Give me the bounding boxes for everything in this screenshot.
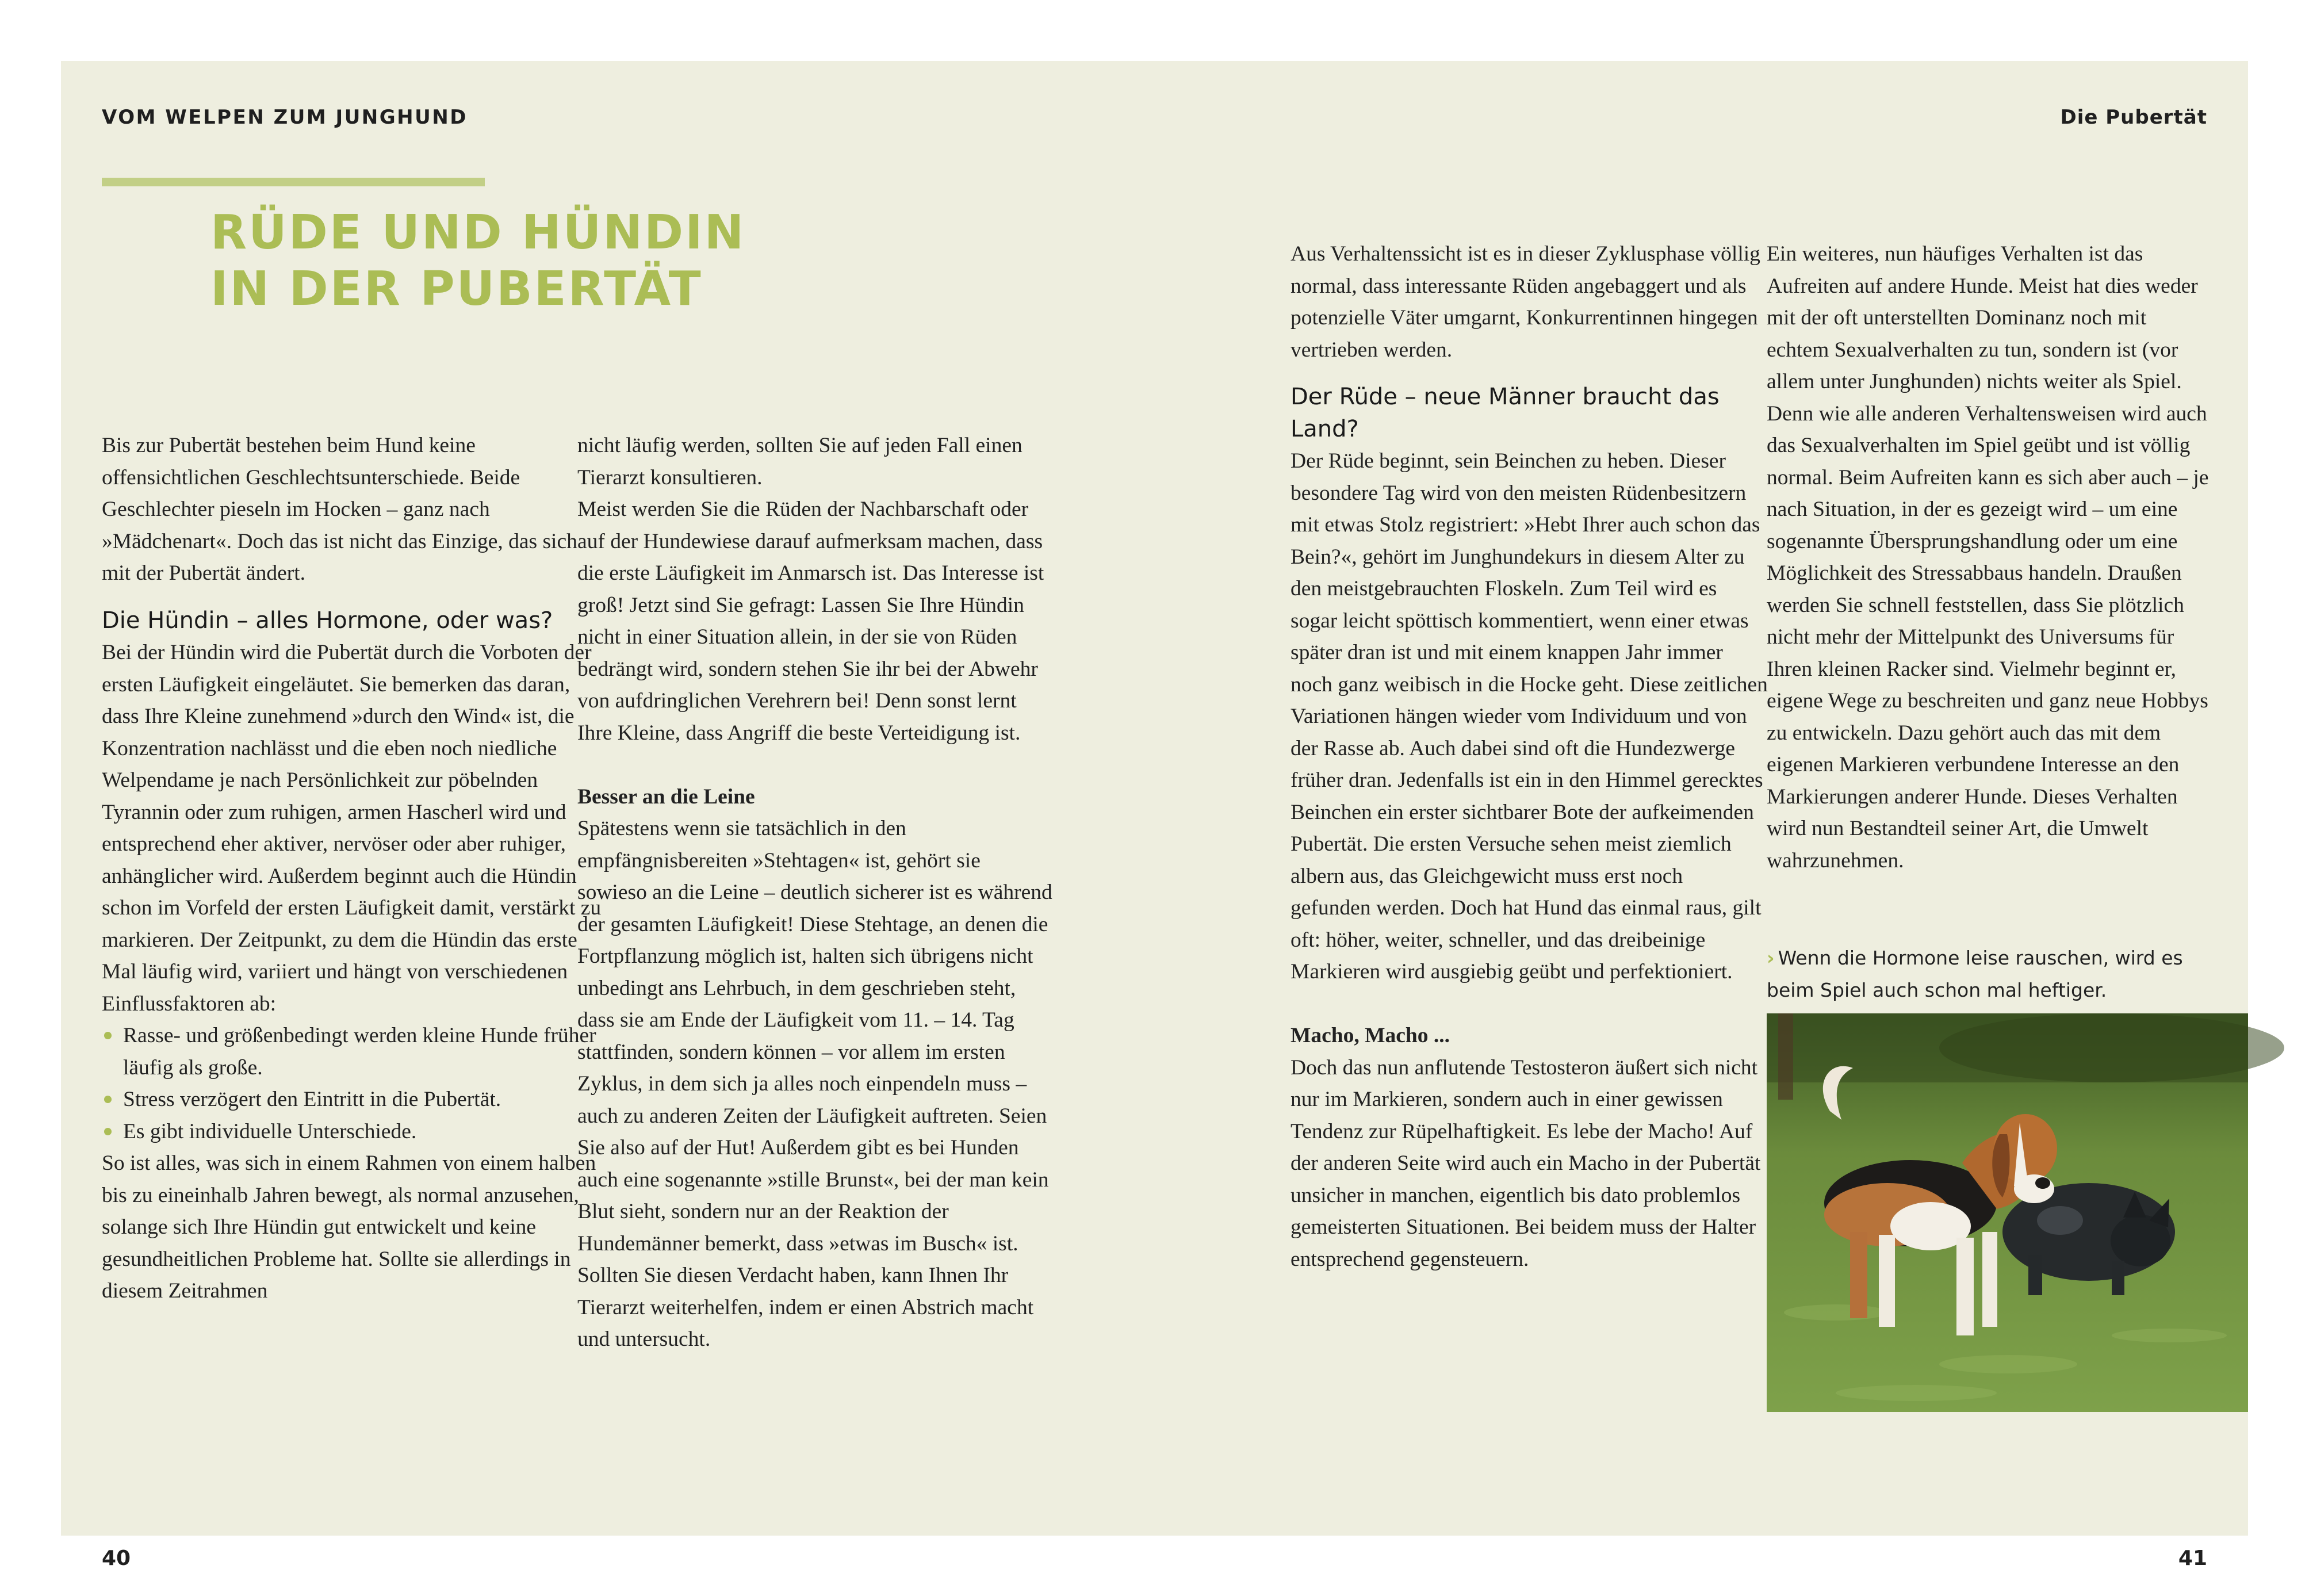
- zyklusphase-paragraph: Aus Verhaltenssicht ist es in dieser Zyklusphase völlig normal, dass interessante Rüden angebaggert und als potenzielle Väter umgarnt, Konkurrentinnen hingegen vertrieben werden.: [1291, 242, 1760, 362]
- tierarzt-paragraph: nicht läufig werden, sollten Sie auf jeden Fall einen Tierarzt konsultieren.: [577, 434, 1023, 489]
- huendin-paragraph: Bei der Hündin wird die Pubertät durch die Vorboten der ersten Läufigkeit eingeläutet. Sie bemerken das daran, dass Ihre Kleine zunehmend »durch den Wind« ist, die Konzentration nachlässt und die eben noch niedliche Welpendame je nach Persönlichkeit zur pöbelnden Tyrannin oder zum ruhigen, armen Hascherl wird und entsprechend eher aktiver, nervöser oder aber ruhiger, anhänglicher wird. Außerdem beginnt auch die Hündin schon im Vorfeld der ersten Läufigkeit damit, verstärkt zu markieren. Der Zeitpunkt, zu dem die Hündin das erste Mal läufig wird, variiert und hängt von verschiedenen Einflussfaktoren ab:: [102, 641, 602, 1016]
- intro-paragraph: Bis zur Pubertät bestehen beim Hund keine offensichtlichen Geschlechtsunterschiede. Beide Geschlechter pieseln im Hocken – ganz nach »Mädchenart«. Doch das ist nicht das Einzige, das sich mit der Pubertät ändert.: [102, 434, 577, 585]
- subheading-macho: Macho, Macho ...: [1291, 1024, 1450, 1047]
- photo-caption-text: Wenn die Hormone leise rauschen, wird es beim Spiel auch schon mal heftiger.: [1767, 947, 2183, 1001]
- ruede-paragraph: Der Rüde beginnt, sein Beinchen zu heben. Dieser besondere Tag wird von den meisten Rüdenbesitzern mit etwas Stolz registriert: »Hebt Ihrer auch schon das Bein?«, gehört im Junghundekurs in diesem Alter zu den meistgebrauchten Floskeln. Zum Teil wird es sogar leicht spöttisch kommentiert, wenn einer etwas später dran ist und mit einem knappen Jahr immer noch ganz weibisch in die Hocke geht. Diese zeitlichen Variationen hängen wieder vom Individuum und von der Rasse ab. Auch dabei sind oft die Hundezwerge früher dran. Jedenfalls ist ein in den Himmel gerecktes Beinchen ein erster sichtbarer Bote der aufkeimenden Pubertät. Die ersten Versuche sehen meist ziemlich albern aus, das Gleichgewicht muss erst noch gefunden werden. Doch hat Hund das einmal raus, gilt oft: höher, weiter, schneller, und das dreibeinige Markieren wird ausgiebig geübt und perfektioniert.: [1291, 449, 1768, 983]
- leine-paragraph: Spätestens wenn sie tatsächlich in den empfängnisbereiten »Stehtagen« ist, gehört sie sowieso an die Leine – deutlich sicherer ist es während der gesamten Läufigkeit! Diese Stehtage, an denen die Fortpflanzung möglich ist, halten sich übrigens nicht unbedingt ans Lehrbuch, in dem geschrieben steht, dass sie am Ende der Läufigkeit vom 11. – 14. Tag stattfinden, sondern können – vor allem im ersten Zyklus, in dem sich ja alles noch einpendeln muss – auch zu anderen Zeiten der Läufigkeit auftreten. Seien Sie also auf der Hut! Außerdem gibt es bei Hunden auch eine sogenannte »stille Brunst«, bei der man kein Blut sieht, sondern nur an der Reaktion der Hundemänner bemerkt, dass »etwas im Busch« ist. Sollten Sie diesen Verdacht haben, kann Ihnen Ihr Tierarzt weiterhelfen, indem er einen Abstrich macht und untersucht.: [577, 817, 1052, 1351]
- chapter-title-line-1: RÜDE UND HÜNDIN: [210, 205, 746, 260]
- title-accent-bar: [102, 178, 485, 186]
- photo-caption: [1767, 942, 2215, 1006]
- macho-paragraph: Doch das nun anflutende Testosteron äußert sich nicht nur im Markieren, sondern auch in einer gewissen Tendenz zur Rüpelhaftigkeit. Es lebe der Macho! Auf der anderen Seite wird auch ein Macho in der Pubertät unsicher in manchen, eigentlich bis dato problemlos gemeisterten Situationen. Bei beidem muss der Halter entsprechend gegensteuern.: [1291, 1055, 1761, 1271]
- huendin-closing-paragraph: So ist alles, was sich in einem Rahmen von einem halben bis zu eineinhalb Jahren bewegt, als normal anzusehen, solange sich Ihre Hündin gut entwickelt und keine gesundheitlichen Probleme hat. Sollte sie allerdings in diesem Zeitrahmen: [102, 1151, 596, 1303]
- nachbarschaft-paragraph: Meist werden Sie die Rüden der Nachbarschaft oder auf der Hundewiese darauf aufmerksam machen, dass die erste Läufigkeit im Anmarsch ist. Das Interesse ist groß! Jetzt sind Sie gefragt: Lassen Sie Ihre Hündin nicht in einer Situation allein, in der sie von Rüden bedrängt wird, sondern stehen Sie ihr bei der Abwehr von aufdringlichen Verehrern bei! Denn sonst lernt Ihre Kleine, dass Angriff die beste Verteidigung ist.: [577, 497, 1044, 745]
- page-number-right: 41: [2178, 1547, 2207, 1570]
- text-column-1: [102, 430, 605, 1307]
- dogs-playing-photo: [1767, 1013, 2248, 1412]
- factor-list-item: Stress verzögert den Eintritt in die Pubertät.: [102, 1084, 605, 1116]
- subheading-leine: Besser an die Leine: [577, 784, 755, 809]
- aufreiten-paragraph: Ein weiteres, nun häufiges Verhalten ist das Aufreiten auf andere Hunde. Meist hat dies weder mit der oft unterstellten Dominanz noch mit echtem Sexualverhalten zu tun, sondern ist (vor allem unter Junghunden) nichts weiter als Spiel. Denn wie alle anderen Verhaltensweisen wird auch das Sexualverhalten im Spiel geübt und ist völlig normal. Beim Aufreiten kann es sich aber auch – je nach Situation, in der es gezeigt wird – um eine sogenannte Übersprungshandlung oder um eine Möglichkeit des Stressabbaus handeln. Draußen werden Sie schnell feststellen, dass Sie plötzlich nicht mehr der Mittelpunkt des Universums für Ihren kleinen Racker sind. Vielmehr beginnt er, eigene Wege zu beschreiten und ganz neue Hobbys zu entwickeln. Dazu gehört auch das mit dem eigenen Markieren verbundene Interesse an den Markierungen anderer Hunde. Dieses Verhalten wird nun Bestandteil seiner Art, die Umwelt wahrzunehmen.: [1767, 242, 2209, 872]
- text-column-2: [577, 430, 1054, 1356]
- factor-list-item: Es gibt individuelle Unterschiede.: [102, 1116, 605, 1148]
- subheading-ruede: Der Rüde – neue Männer braucht das Land?: [1291, 384, 1720, 442]
- factor-list-item: Rasse- und größenbedingt werden kleine Hunde früher läufig als große.: [102, 1020, 605, 1084]
- subheading-huendin: Die Hündin – alles Hormone, oder was?: [102, 607, 553, 634]
- chapter-title: [210, 205, 745, 318]
- factor-list: [102, 1020, 605, 1147]
- chevron-right-icon: ›: [1767, 947, 1775, 969]
- chapter-title-line-2: IN DER PUBERTÄT: [210, 262, 703, 317]
- running-header-chapter: VOM WELPEN ZUM JUNGHUND: [102, 106, 468, 129]
- text-column-3: [1291, 238, 1768, 1275]
- running-header-section: Die Pubertät: [2060, 106, 2207, 129]
- text-column-4: [1767, 238, 2212, 877]
- page-number-left: 40: [102, 1547, 131, 1570]
